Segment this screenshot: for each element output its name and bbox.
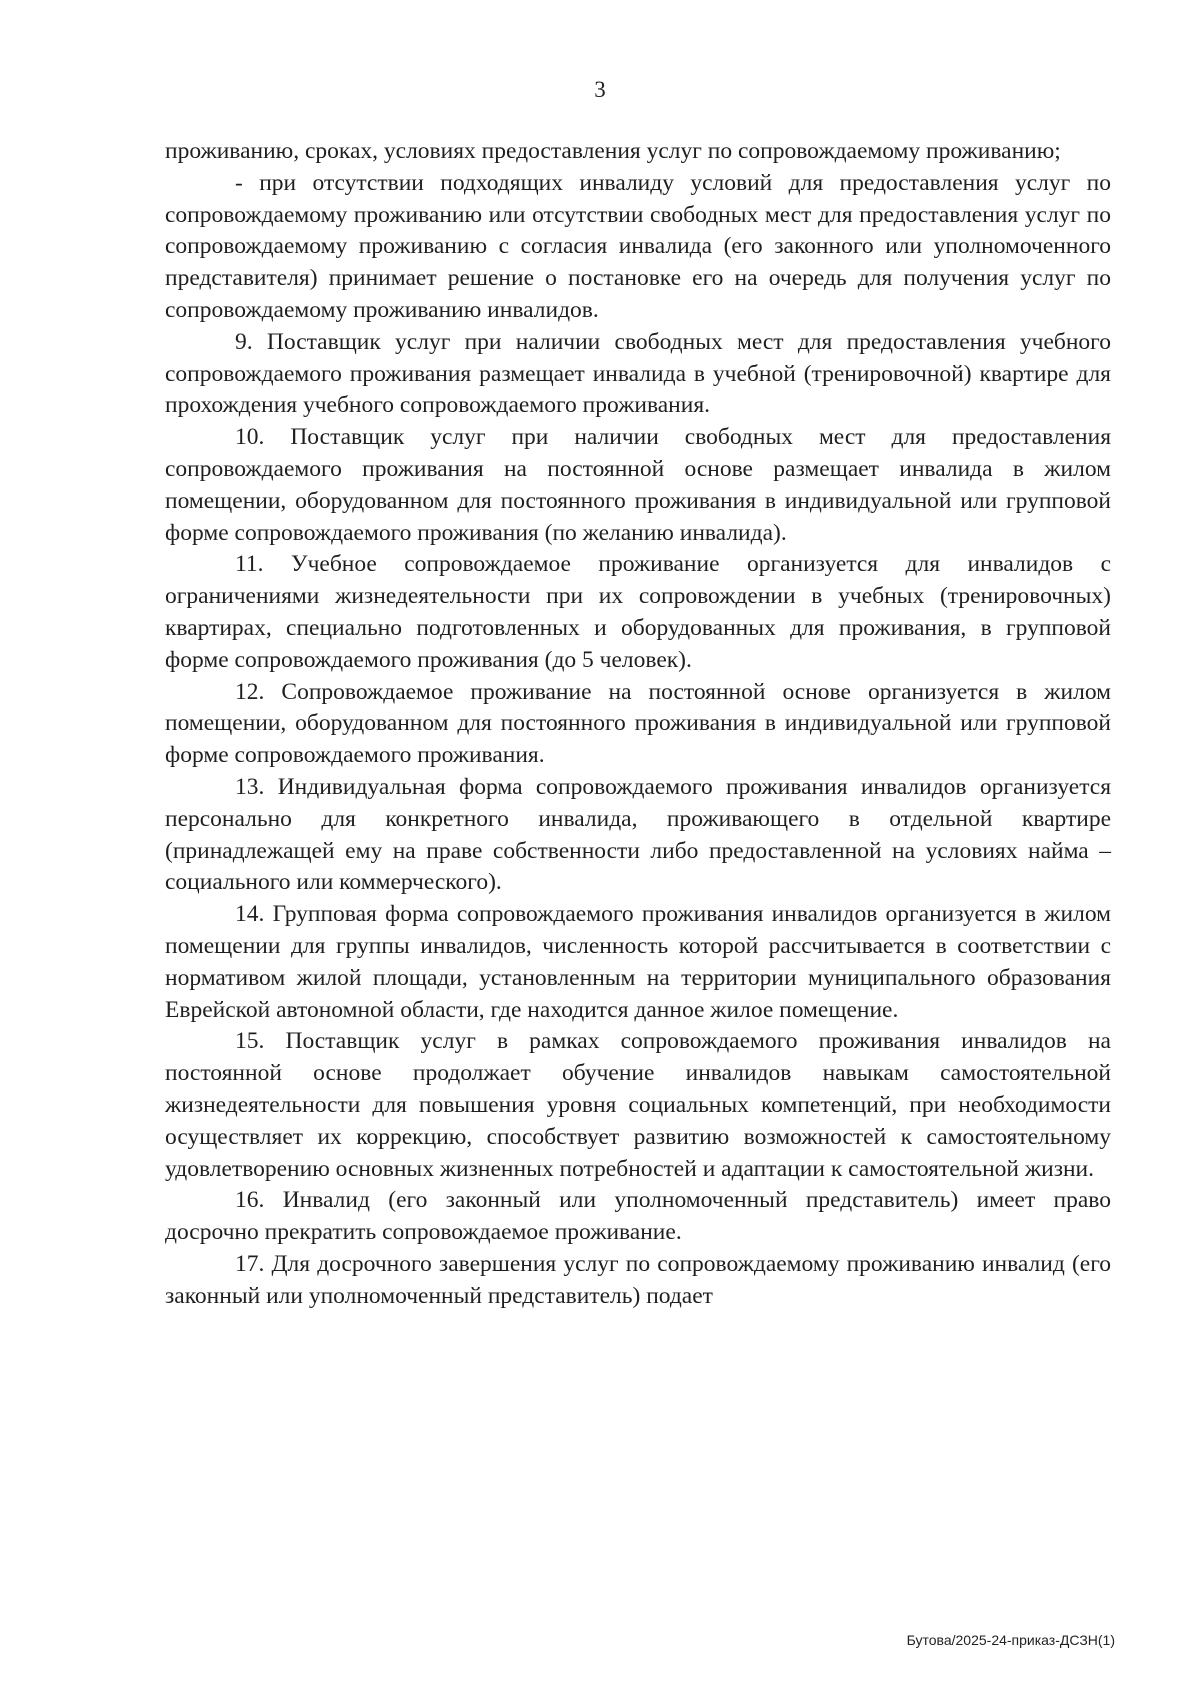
paragraph-item-12: 12. Сопровождаемое проживание на постоянной основе организуется в жилом помещении, оборудованном для постоянного проживания в индивидуальной или групповой форме сопровождаемого проживания.	[165, 678, 1111, 769]
paragraph-dash-item: - при отсутствии подходящих инвалиду условий для предоставления услуг по сопровождаемому проживанию или отсутствии свободных мест для предоставления услуг по сопровождаемому проживанию с согласия инвалида (его законного или уполномоченного представителя) принимает решение о постановке его на очередь для получения услуг по сопровождаемому проживанию инвалидов.	[165, 169, 1111, 323]
document-footer-code: Бутова/2025-24-приказ-ДСЗН(1)	[906, 1632, 1115, 1648]
page-number: 3	[594, 77, 606, 102]
paragraph-item-10: 10. Поставщик услуг при наличии свободных мест для предоставления сопровождаемого проживания на постоянной основе размещает инвалида в жилом помещении, оборудованном для постоянного проживания в индивидуальной или групповой форме сопровождаемого проживания (по желанию инвалида).	[165, 424, 1111, 546]
paragraph-continuation: проживанию, сроках, условиях предоставления услуг по сопровождаемому проживанию;	[165, 138, 1061, 164]
paragraph-item-11: 11. Учебное сопровождаемое проживание организуется для инвалидов с ограничениями жизнедеятельности при их сопровождении в учебных (тренировочных) квартирах, специально подготовленных и оборудованных для проживания, в групповой форме сопровождаемого проживания (до 5 человек).	[165, 551, 1111, 673]
paragraph-item-15: 15. Поставщик услуг в рамках сопровождаемого проживания инвалидов на постоянной основе продолжает обучение инвалидов навыкам самостоятельной жизнедеятельности для повышения уровня социальных компетенций, при необходимости осуществляет их коррекцию, способствует развитию возможностей к самостоятельному удовлетворению основных жизненных потребностей и адаптации к самостоятельной жизни.	[165, 1028, 1111, 1182]
paragraph-item-16: 16. Инвалид (его законный или уполномоченный представитель) имеет право досрочно прекратить сопровождаемое проживание.	[165, 1187, 1111, 1246]
paragraph-item-9: 9. Поставщик услуг при наличии свободных мест для предоставления учебного сопровождаемого проживания размещает инвалида в учебной (тренировочной) квартире для прохождения учебного сопровождаемого проживания.	[165, 328, 1111, 419]
document-body	[165, 136, 1111, 1312]
paragraph-item-13: 13. Индивидуальная форма сопровождаемого проживания инвалидов организуется персонально для конкретного инвалида, проживающего в отдельной квартире (принадлежащей ему на праве собственности либо предоставленной на условиях найма – социального или коммерческого).	[165, 773, 1111, 896]
paragraph-item-17: 17. Для досрочного завершения услуг по сопровождаемому проживанию инвалид (его законный или уполномоченный представитель) подает	[165, 1250, 1111, 1309]
paragraph-item-14: 14. Групповая форма сопровождаемого проживания инвалидов организуется в жилом помещении для группы инвалидов, численность которой рассчитывается в соответствии с нормативом жилой площади, установленным на территории муниципального образования Еврейской автономной области, где находится данное жилое помещение.	[165, 901, 1111, 1023]
